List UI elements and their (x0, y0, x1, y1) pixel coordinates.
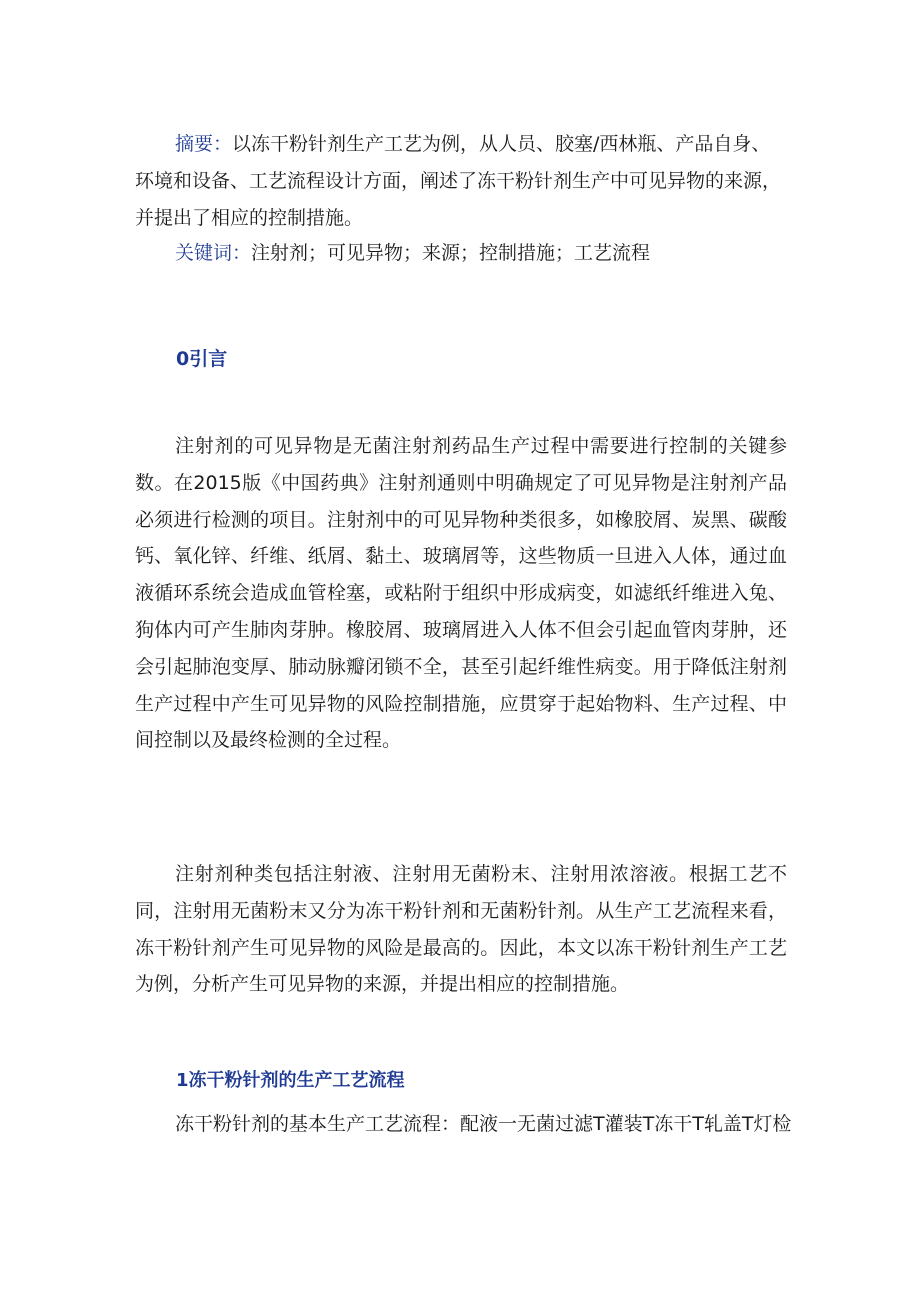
keywords (135, 238, 787, 268)
abstract-text: 以冻干粉针剂生产工艺为例，从人员、胶塞/西林瓶、产品自身、环境和设备、工艺流程设计方面，阐述了冻干粉针剂生产中可见异物的来源，并提出了相应的控制措施。 (135, 133, 782, 229)
abstract-label: 摘要： (175, 133, 233, 155)
section-0-paragraph-2: 注射剂种类包括注射液、注射用无菌粉末、注射用浓溶液。根据工艺不同，注射用无菌粉末又分为冻干粉针剂和无菌粉针剂。从生产工艺流程来看，冻干粉针剂产生可见异物的风险是最高的。因此，本文以冻干粉针剂生产工艺为例，分析产生可见异物的来源，并提出相应的控制措施。 (135, 863, 787, 996)
keywords-label: 关键词： (175, 242, 252, 264)
section-0-paragraph-1: 注射剂的可见异物是无菌注射剂药品生产过程中需要进行控制的关键参数。在2015版《中国药典》注射剂通则中明确规定了可见异物是注射剂产品必须进行检测的项目。注射剂中的可见异物种类很多，如橡胶屑、炭黑、碳酸钙、氧化锌、纤维、纸屑、黏土、玻璃屑等，这些物质一旦进入人体，通过血液循环系统会造成血管栓塞，或粘附于组织中形成病变，如滤纸纤维进入兔、狗体内可产生肺肉芽肿。橡胶屑、玻璃屑进入人体不但会引起血管肉芽肿，还会引起肺泡变厚、肺动脉瓣闭锁不全，甚至引起纤维性病变。用于降低注射剂生产过程中产生可见异物的风险控制措施，应贯穿于起始物料、生产过程、中间控制以及最终检测的全过程。 (135, 435, 787, 752)
section-0-heading: 0引言 (176, 348, 228, 370)
section-1-heading: 1冻干粉针剂的生产工艺流程 (176, 1070, 405, 1091)
abstract (135, 126, 787, 237)
keywords-text: 注射剂；可见异物；来源；控制措施；工艺流程 (251, 242, 651, 264)
section-1-paragraph-1: 冻干粉针剂的基本生产工艺流程：配液一无菌过滤T灌装T冻干T轧盖T灯检 (175, 1113, 792, 1135)
